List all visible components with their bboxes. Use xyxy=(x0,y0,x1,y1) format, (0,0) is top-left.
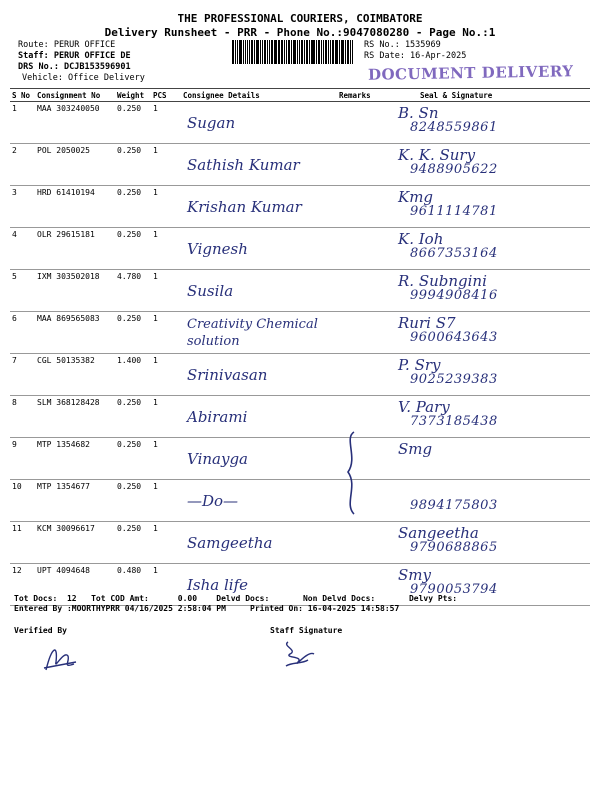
cell-pcs: 1 xyxy=(151,312,181,354)
receiver-phone: 9600643643 xyxy=(410,330,498,345)
table-row xyxy=(10,438,590,480)
cell-sno: 12 xyxy=(10,564,35,606)
barcode-bar xyxy=(335,40,338,64)
cell-signature xyxy=(392,522,590,564)
barcode-bar xyxy=(247,40,248,64)
entered-by-line: Entered By :MOORTHYPRR 04/16/2025 2:58:04 PM Printed On: 16-04-2025 14:58:57 xyxy=(14,604,400,613)
staff-signature-scribble xyxy=(278,636,322,672)
cell-consignee xyxy=(181,228,337,270)
receiver-signature: P. Sry xyxy=(398,356,441,374)
cell-weight: 0.250 xyxy=(115,228,151,270)
barcode-bar xyxy=(286,40,287,64)
table-row xyxy=(10,228,590,270)
cell-sno: 7 xyxy=(10,354,35,396)
receiver-phone: 8248559861 xyxy=(410,120,498,135)
cell-sno: 1 xyxy=(10,102,35,144)
cell-weight: 0.250 xyxy=(115,438,151,480)
receiver-signature: Kmg xyxy=(398,188,434,206)
cell-consignee xyxy=(181,144,337,186)
barcode-bar xyxy=(299,40,300,64)
col-signature: Seal & Signature xyxy=(392,89,590,102)
cell-sno: 3 xyxy=(10,186,35,228)
receiver-signature: Ruri S7 xyxy=(398,314,456,332)
cell-weight: 0.250 xyxy=(115,312,151,354)
barcode-bar xyxy=(232,40,234,64)
cell-remarks xyxy=(337,354,392,396)
cell-pcs: 1 xyxy=(151,102,181,144)
cell-signature xyxy=(392,228,590,270)
cell-pcs: 1 xyxy=(151,228,181,270)
cell-weight: 0.250 xyxy=(115,396,151,438)
table-row xyxy=(10,354,590,396)
table-row xyxy=(10,522,590,564)
barcode-bar xyxy=(345,40,346,64)
receiver-signature: V. Pary xyxy=(398,398,450,416)
barcode-bar xyxy=(341,40,342,64)
cell-sno: 4 xyxy=(10,228,35,270)
consignee-name: Sathish Kumar xyxy=(187,156,300,174)
cell-signature xyxy=(392,354,590,396)
receiver-phone: 7373185438 xyxy=(410,414,498,429)
table-row xyxy=(10,144,590,186)
table-row xyxy=(10,396,590,438)
barcode-bar xyxy=(243,40,244,64)
rs-date-text: RS Date: 16-Apr-2025 xyxy=(364,51,467,61)
barcode-bar xyxy=(297,40,298,64)
barcode-bar xyxy=(304,40,305,64)
cell-remarks xyxy=(337,522,392,564)
totals-line: Tot Docs: 12 Tot COD Amt: 0.00 Delvd Docs: Non Delvd Docs: Delvy Pts: xyxy=(14,594,458,603)
barcode-bar xyxy=(239,40,242,64)
cell-consignment: CGL 50135382 xyxy=(35,354,115,396)
runsheet-title: Delivery Runsheet - PRR - Phone No.:9047080280 - Page No.:1 xyxy=(104,26,496,39)
cell-consignee xyxy=(181,312,337,354)
cell-consignment: SLM 368128428 xyxy=(35,396,115,438)
barcode-bar xyxy=(284,40,285,64)
consignee-name: Susila xyxy=(187,282,234,300)
receiver-phone: 9611114781 xyxy=(410,204,498,219)
consignee-name: Creativity Chemical solution xyxy=(187,317,318,349)
cell-pcs: 1 xyxy=(151,396,181,438)
col-remarks: Remarks xyxy=(337,89,392,102)
table-body xyxy=(10,102,590,606)
barcode-bar xyxy=(267,40,268,64)
barcode-bar xyxy=(316,40,317,64)
cell-consignment: MTP 1354682 xyxy=(35,438,115,480)
consignee-name: Krishan Kumar xyxy=(187,198,302,216)
barcode-bar xyxy=(306,40,308,64)
barcode-bar xyxy=(264,40,266,64)
table-row xyxy=(10,270,590,312)
route-text: Route: PERUR OFFICE xyxy=(18,40,116,50)
receiver-signature: B. Sn xyxy=(398,104,439,122)
cell-signature xyxy=(392,396,590,438)
consignee-name: Abirami xyxy=(187,408,248,426)
barcode-bar xyxy=(279,40,280,64)
barcode-bar xyxy=(235,40,236,64)
cell-remarks xyxy=(337,186,392,228)
barcode-bar xyxy=(262,40,263,64)
cell-pcs: 1 xyxy=(151,144,181,186)
barcode-bar xyxy=(251,40,253,64)
barcode-bar xyxy=(330,40,331,64)
cell-sno: 5 xyxy=(10,270,35,312)
cell-consignment: MAA 303240050 xyxy=(35,102,115,144)
cell-sno: 11 xyxy=(10,522,35,564)
runsheet-table xyxy=(10,88,590,606)
cell-consignee xyxy=(181,480,337,522)
cell-weight: 0.480 xyxy=(115,564,151,606)
cell-pcs: 1 xyxy=(151,480,181,522)
receiver-phone: 9025239383 xyxy=(410,372,498,387)
verified-signature-scribble xyxy=(40,640,80,676)
barcode-bar xyxy=(281,40,283,64)
barcode-bar xyxy=(350,40,351,64)
receiver-phone: 9790688865 xyxy=(410,540,498,555)
consignee-name: Srinivasan xyxy=(187,366,268,384)
barcode-bar xyxy=(328,40,329,64)
receiver-signature: Sangeetha xyxy=(398,524,479,542)
receiver-phone: 9994908416 xyxy=(410,288,498,303)
cell-signature xyxy=(392,186,590,228)
receiver-phone: 9894175803 xyxy=(410,498,498,513)
receiver-signature: R. Subngini xyxy=(398,272,487,290)
cell-signature xyxy=(392,144,590,186)
cell-weight: 0.250 xyxy=(115,102,151,144)
cell-consignee xyxy=(181,396,337,438)
runsheet-table-wrap xyxy=(10,88,590,606)
barcode-bar xyxy=(339,40,340,64)
consignee-name: Sugan xyxy=(187,114,236,132)
cell-signature xyxy=(392,270,590,312)
barcode-bar xyxy=(332,40,334,64)
receiver-phone: 8667353164 xyxy=(410,246,498,261)
cell-consignment: POL 2050025 xyxy=(35,144,115,186)
barcode-bar xyxy=(293,40,296,64)
receiver-signature: Smg xyxy=(398,440,433,458)
barcode-bar xyxy=(342,40,344,64)
barcode-bar xyxy=(352,40,353,64)
rs-no-text: RS No.: 1535969 xyxy=(364,40,441,50)
cell-remarks xyxy=(337,270,392,312)
cell-consignment: UPT 4094648 xyxy=(35,564,115,606)
cell-remarks xyxy=(337,102,392,144)
cell-sno: 2 xyxy=(10,144,35,186)
cell-weight: 4.780 xyxy=(115,270,151,312)
barcode-bar xyxy=(347,40,349,64)
barcode-bar xyxy=(278,40,279,64)
receiver-phone: 9790053794 xyxy=(410,582,498,597)
cell-pcs: 1 xyxy=(151,438,181,480)
consignee-name: —Do— xyxy=(187,492,239,510)
cell-sno: 9 xyxy=(10,438,35,480)
cell-consignee xyxy=(181,102,337,144)
cell-weight: 0.250 xyxy=(115,186,151,228)
consignee-name: Isha life xyxy=(187,576,249,594)
consignee-name: Vignesh xyxy=(187,240,248,258)
cell-consignment: HRD 61410194 xyxy=(35,186,115,228)
cell-weight: 1.400 xyxy=(115,354,151,396)
consignee-name: Samgeetha xyxy=(187,534,273,552)
barcode-bar xyxy=(237,40,238,64)
barcode-bar xyxy=(274,40,277,64)
cell-consignee xyxy=(181,270,337,312)
barcode-bar xyxy=(256,40,259,64)
table-row xyxy=(10,312,590,354)
cell-remarks xyxy=(337,312,392,354)
drs-text: DRS No.: DCJB153596901 xyxy=(18,62,131,72)
barcode-bar xyxy=(288,40,290,64)
table-row xyxy=(10,480,590,522)
barcode-bar xyxy=(269,40,270,64)
col-pcs: PCS xyxy=(151,89,181,102)
col-weight: Weight xyxy=(115,89,151,102)
barcode-bar xyxy=(271,40,273,64)
table-row xyxy=(10,186,590,228)
staff-signature-label: Staff Signature xyxy=(270,626,343,635)
cell-consignee xyxy=(181,186,337,228)
barcode-bar xyxy=(245,40,247,64)
staff-text: Staff: PERUR OFFICE DE xyxy=(18,51,131,61)
barcode-bar xyxy=(312,40,315,64)
consignee-name: Vinayga xyxy=(187,450,248,468)
cell-pcs: 1 xyxy=(151,522,181,564)
barcode-bar xyxy=(321,40,322,64)
cell-consignment: KCM 30096617 xyxy=(35,522,115,564)
col-consignee: Consignee Details xyxy=(181,89,337,102)
bracket-mark xyxy=(340,428,366,518)
cell-remarks xyxy=(337,144,392,186)
col-sno: S No xyxy=(10,89,35,102)
table-row xyxy=(10,102,590,144)
receiver-signature: K. Ioh xyxy=(398,230,444,248)
cell-sno: 6 xyxy=(10,312,35,354)
receiver-signature: K. K. Sury xyxy=(398,146,476,164)
cell-sno: 10 xyxy=(10,480,35,522)
verified-by-label: Verified By xyxy=(14,626,67,635)
document-delivery-stamp: DOCUMENT DELIVERY xyxy=(367,62,574,84)
barcode-bar xyxy=(260,40,261,64)
cell-consignee xyxy=(181,438,337,480)
barcode-bar xyxy=(311,40,312,64)
cell-signature xyxy=(392,102,590,144)
vehicle-text: Vehicle: Office Delivery xyxy=(22,73,145,83)
cell-weight: 0.250 xyxy=(115,144,151,186)
cell-consignment: MAA 869565083 xyxy=(35,312,115,354)
cell-consignee xyxy=(181,522,337,564)
barcode-bar xyxy=(254,40,255,64)
receiver-phone: 9488905622 xyxy=(410,162,498,177)
cell-consignment: MTP 1354677 xyxy=(35,480,115,522)
cell-weight: 0.250 xyxy=(115,522,151,564)
cell-pcs: 1 xyxy=(151,354,181,396)
cell-signature xyxy=(392,480,590,522)
barcode-bar xyxy=(249,40,250,64)
barcode-bar xyxy=(301,40,303,64)
barcode-bar xyxy=(323,40,324,64)
barcode-bar xyxy=(325,40,327,64)
col-consignment: Consignment No xyxy=(35,89,115,102)
cell-pcs: 1 xyxy=(151,564,181,606)
receiver-signature: Smy xyxy=(398,566,431,584)
cell-consignment: IXM 303502018 xyxy=(35,270,115,312)
barcode-image xyxy=(232,40,354,64)
company-title: THE PROFESSIONAL COURIERS, COIMBATORE xyxy=(177,12,423,25)
cell-consignment: OLR 29615181 xyxy=(35,228,115,270)
cell-signature xyxy=(392,438,590,480)
cell-pcs: 1 xyxy=(151,186,181,228)
cell-pcs: 1 xyxy=(151,270,181,312)
cell-sno: 8 xyxy=(10,396,35,438)
cell-signature xyxy=(392,312,590,354)
cell-weight: 0.250 xyxy=(115,480,151,522)
barcode-bar xyxy=(291,40,292,64)
cell-remarks xyxy=(337,228,392,270)
table-header-row xyxy=(10,89,590,102)
barcode-bar xyxy=(309,40,310,64)
barcode-bar xyxy=(318,40,320,64)
cell-consignee xyxy=(181,354,337,396)
